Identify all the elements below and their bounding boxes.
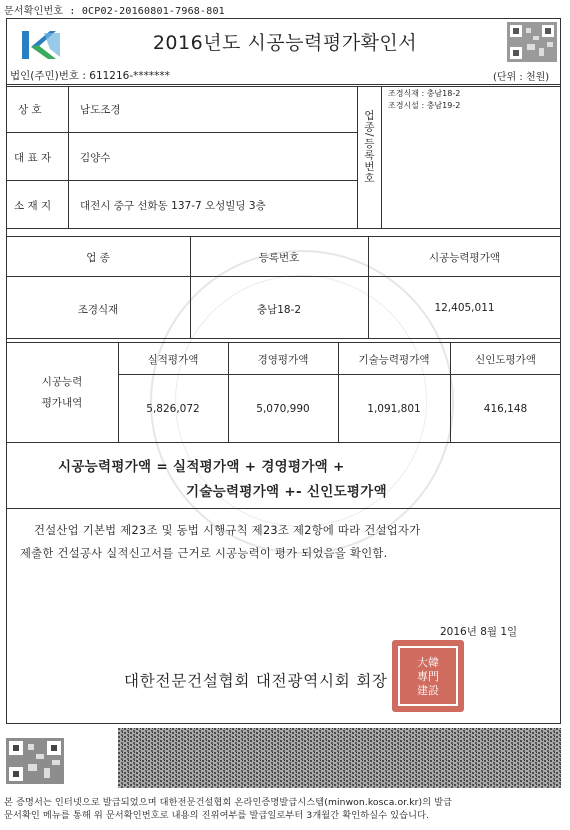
- table-cell: 1,091,801: [367, 403, 421, 415]
- company-name-value: 남도조경: [80, 104, 121, 116]
- seal-stamp-icon: 大韓 專門 建設: [398, 646, 458, 706]
- divider: [6, 342, 561, 343]
- table-header: 실적평가액: [147, 354, 199, 366]
- company-name-label: 상 호: [18, 104, 42, 116]
- barcode-icon: [118, 728, 561, 788]
- table-header: 등록번호: [258, 252, 300, 264]
- divider: [6, 86, 561, 87]
- document-check-number: 문서확인번호 : 0CP02-20160801-7968-801: [4, 6, 225, 17]
- qr-code-icon: [6, 738, 64, 784]
- table-header: 경영평가액: [257, 354, 309, 366]
- table-cell: 12,405,011: [434, 302, 495, 314]
- registration-vertical-label: 업종/등록번호: [363, 110, 375, 184]
- table-cell: 5,826,072: [146, 403, 200, 415]
- registration-line-2: 조경시설 : 충남19-2: [388, 101, 461, 110]
- table-cell: 충남18-2: [256, 304, 302, 316]
- table-cell: 5,070,990: [256, 403, 310, 415]
- statement-line-1: 건설산업 기본법 제23조 및 동법 시행규칙 제23조 제2항에 따라 건설업자가: [34, 524, 421, 537]
- evaluation-row-label-2: 평가내역: [41, 397, 83, 409]
- table-cell: 조경식재: [77, 304, 119, 316]
- unit-label: (단위 : 천원): [493, 72, 550, 83]
- representative-label: 대 표 자: [14, 152, 52, 164]
- formula-line-1: 시공능력평가액 = 실적평가액 + 경영평가액 +: [58, 459, 345, 475]
- evaluation-row-label-1: 시공능력: [41, 376, 83, 388]
- statement-line-2: 제출한 건설공사 실적신고서를 근거로 시공능력이 평가 되었음을 확인함.: [20, 547, 388, 560]
- footer-line-1: 본 증명서는 인터넷으로 발급되었으며 대한전문건설협회 온라인증명발급시스템(minwon.kosca.or.kr)의 발급: [4, 797, 453, 808]
- address-label: 소 재 지: [14, 200, 52, 212]
- footer-line-2: 문서확인 메뉴를 통해 위 문서확인번호로 내용의 진위여부를 발급일로부터 3개월간 확인하실수 있습니다.: [4, 810, 430, 821]
- divider: [357, 86, 358, 228]
- table-header: 업 종: [86, 252, 110, 264]
- divider: [6, 508, 561, 509]
- corp-registration-number: 법인(주민)번호 : 611216-*******: [10, 70, 170, 82]
- registration-line-1: 조경식재 : 충남18-2: [388, 89, 461, 98]
- divider: [6, 442, 561, 443]
- issue-date: 2016년 8월 1일: [440, 626, 518, 638]
- formula-line-2: 기술능력평가액 +- 신인도평가액: [186, 484, 387, 500]
- divider: [6, 276, 561, 277]
- divider: [6, 180, 357, 181]
- divider: [6, 236, 561, 237]
- divider: [6, 338, 561, 339]
- table-header: 시공능력평가액: [428, 252, 500, 264]
- page-title: 2016년도 시공능력평가확인서: [152, 32, 418, 54]
- table-header: 신인도평가액: [475, 354, 536, 366]
- footer-notice: [4, 796, 566, 822]
- divider: [6, 228, 561, 229]
- table-cell: 416,148: [483, 403, 528, 415]
- divider: [118, 374, 561, 375]
- divider: [6, 84, 561, 85]
- issuer-name: 대한전문건설협회 대전광역시회 회장: [124, 672, 388, 690]
- divider: [381, 86, 382, 228]
- divider: [68, 86, 69, 228]
- qr-code-icon: [507, 22, 557, 62]
- address-value: 대전시 중구 선화동 137-7 오성빌딩 3층: [80, 200, 266, 212]
- representative-value: 김양수: [80, 152, 111, 164]
- divider: [6, 132, 357, 133]
- table-header: 기술능력평가액: [358, 354, 430, 366]
